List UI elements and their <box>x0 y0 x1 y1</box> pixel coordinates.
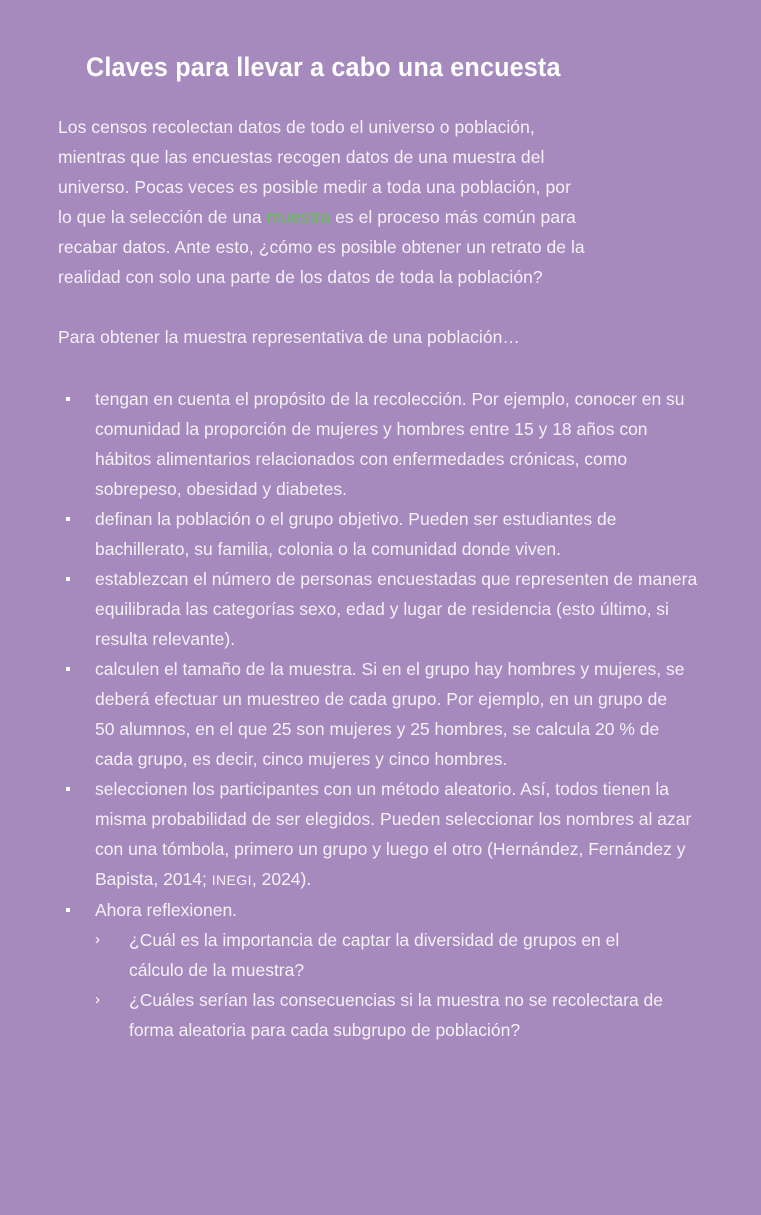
bullet-dot-icon <box>66 397 70 401</box>
bullet-dot-icon <box>66 908 70 912</box>
list-item <box>66 654 708 774</box>
lead-in-paragraph: Para obtener la muestra representativa de una población… <box>58 327 520 347</box>
key-steps-list <box>58 384 708 925</box>
glossary-term-muestra[interactable]: muestra <box>266 207 331 227</box>
list-item-label: definan la población o el grupo objetivo. Pueden ser estudiantes de bachillerato, su familia, colonia o la comunidad donde viven. <box>95 509 617 559</box>
page-title: Claves para llevar a cabo una encuesta <box>86 52 561 82</box>
reflection-questions-list <box>58 925 708 1045</box>
sub-list-item-label: ¿Cuál es la importancia de captar la diversidad de grupos en el cálculo de la muestra? <box>129 930 620 980</box>
list-item-label: establezcan el número de personas encuestadas que representen de manera equilibrada las categorías sexo, edad y lugar de residencia (esto último, si resulta relevante). <box>95 569 698 649</box>
intro-text-after-term: es el proceso más común para recabar datos. Ante esto, ¿cómo es posible obtener un retrato de la realidad con solo una parte de los datos de toda la población? <box>58 207 585 287</box>
list-item <box>66 774 708 895</box>
bullet-dot-icon <box>66 577 70 581</box>
list-item-label <box>95 774 703 895</box>
list-item-text-part-1: seleccionen los participantes con un método aleatorio. Así, todos tienen la misma probabilidad de ser elegidos. Pueden seleccionar los nombres al azar con una tómbola, primero un grupo y luego el otro (Hernández, Fernández y Bapista, 2014; <box>95 779 692 889</box>
bullet-dot-icon <box>66 517 70 521</box>
citation-acronym: INEGI <box>211 872 252 888</box>
sub-list-item <box>95 925 708 985</box>
chevron-right-icon: › <box>95 931 100 948</box>
list-spacer <box>58 352 708 384</box>
chevron-right-icon: › <box>95 991 100 1008</box>
bullet-dot-icon <box>66 787 70 791</box>
list-item-label: tengan en cuenta el propósito de la recolección. Por ejemplo, conocer en su comunidad la proporción de mujeres y hombres entre 15 y 18 años con hábitos alimentarios relacionados con enfermedades crónicas, como sobrepeso, obesidad y diabetes. <box>95 389 685 499</box>
sub-list-item-label: ¿Cuáles serían las consecuencias si la muestra no se recolectara de forma aleatoria para cada subgrupo de población? <box>129 990 664 1040</box>
list-item <box>66 504 708 564</box>
bullet-dot-icon <box>66 667 70 671</box>
list-item <box>66 895 708 925</box>
intro-text-before-term: Los censos recolectan datos de todo el universo o población, mientras que las encuestas recogen datos de una muestra del universo. Pocas veces es posible medir a toda una población, por lo que la selección de una <box>58 117 571 227</box>
content-body <box>58 112 708 1045</box>
list-item-label: Ahora reflexionen. <box>95 900 238 920</box>
intro-paragraph <box>58 112 588 292</box>
list-item-label: calculen el tamaño de la muestra. Si en el grupo hay hombres y mujeres, se deberá efectuar un muestreo de cada grupo. Por ejemplo, en un grupo de 50 alumnos, en el que 25 son mujeres y 25 hombres, se calcula 20 % de cada grupo, es decir, cinco mujeres y cinco hombres. <box>95 659 685 769</box>
list-item <box>66 384 708 504</box>
list-item <box>66 564 708 654</box>
sub-list-item <box>95 985 708 1045</box>
list-item-text-part-2: , 2024). <box>251 869 312 889</box>
paragraph-spacer <box>58 292 708 322</box>
